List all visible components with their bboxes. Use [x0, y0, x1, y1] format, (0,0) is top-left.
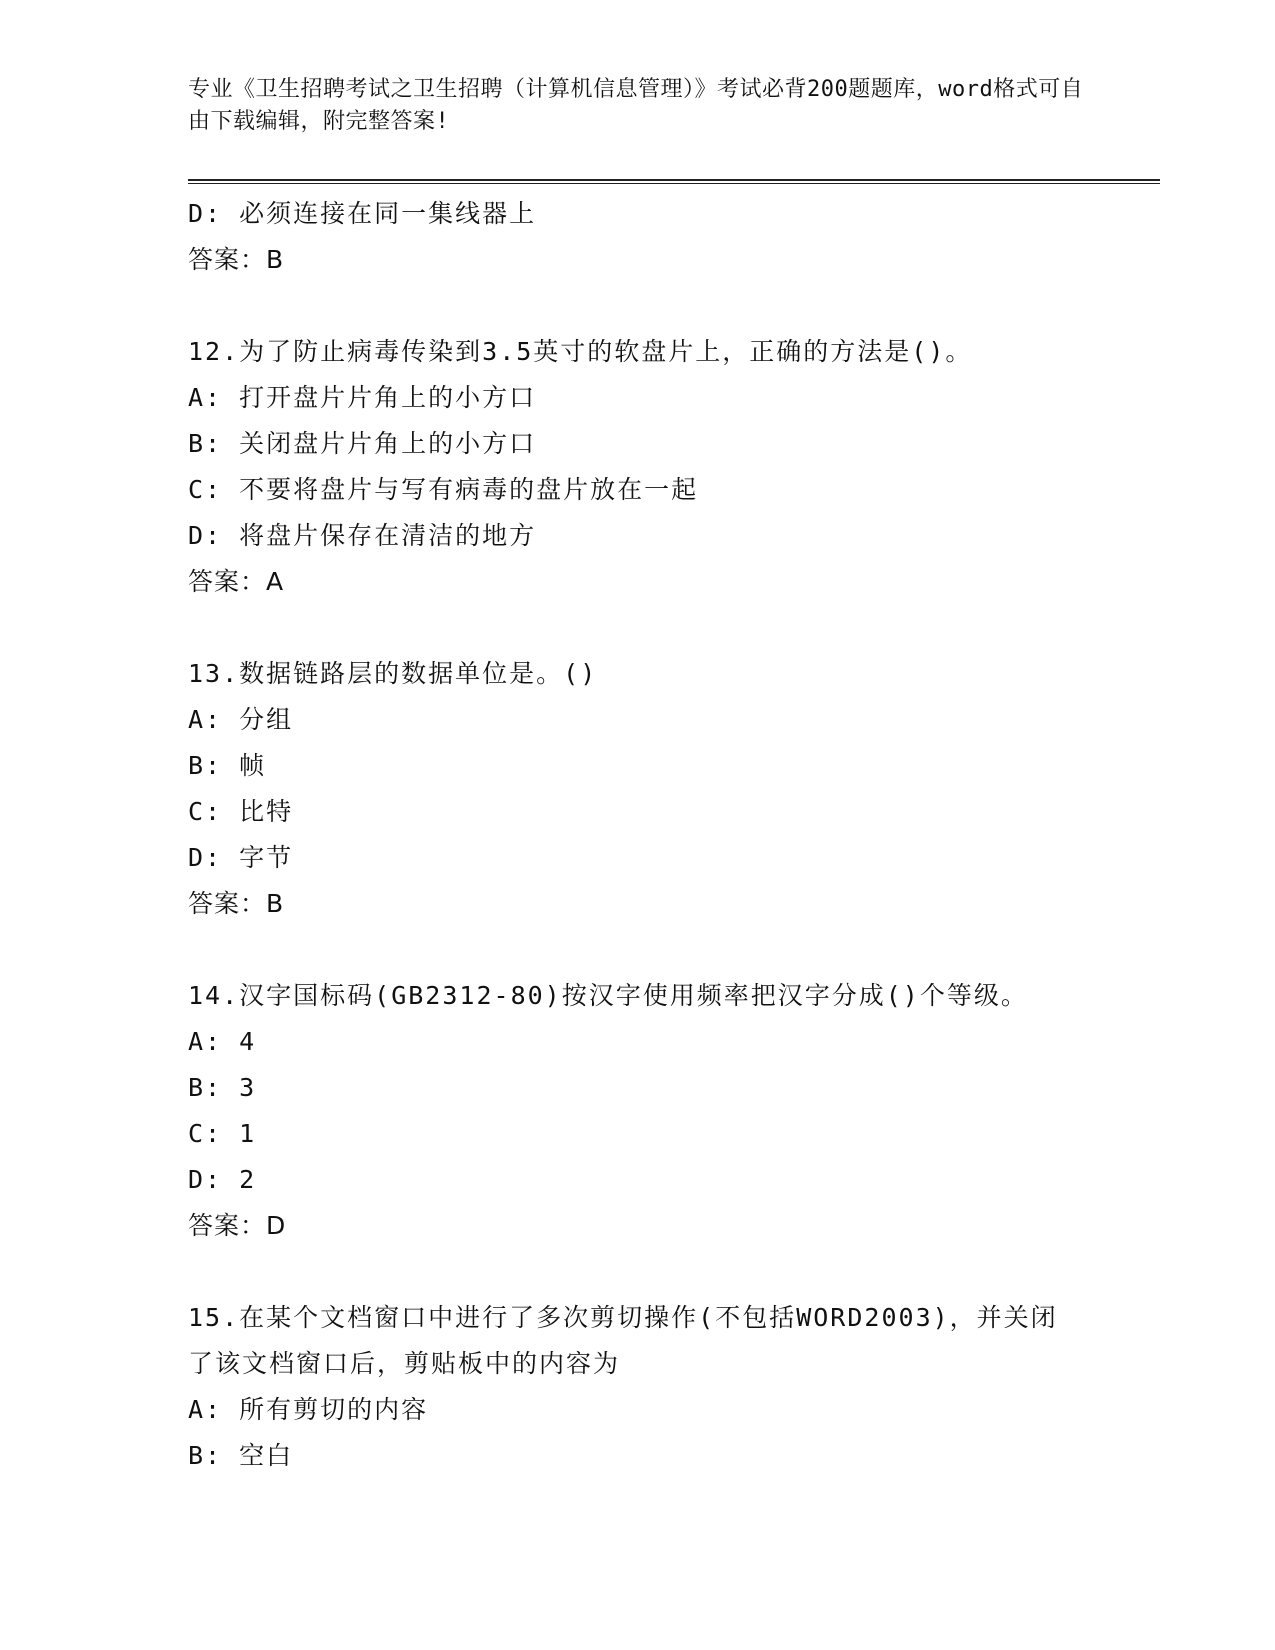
answer-line: 答案：B	[188, 245, 285, 274]
option-c: C: 比特	[188, 797, 294, 826]
option-a: A: 所有剪切的内容	[188, 1395, 429, 1424]
question-stem: 13.数据链路层的数据单位是。()	[188, 659, 598, 688]
option-d: D: 2	[188, 1165, 257, 1194]
option-d: D: 将盘片保存在清洁的地方	[188, 521, 537, 550]
document-header: 专业《卫生招聘考试之卫生招聘（计算机信息管理）》考试必背200题题库，word格式可自由下载编辑，附完整答案!	[188, 77, 1084, 134]
header-divider	[188, 179, 1160, 184]
spacer	[188, 1249, 1148, 1295]
question-stem: 12.为了防止病毒传染到3.5英寸的软盘片上，正确的方法是()。	[188, 337, 973, 366]
question-block	[188, 973, 1148, 1249]
option-d: D: 必须连接在同一集线器上	[188, 199, 537, 228]
option-b: B: 空白	[188, 1441, 294, 1470]
question-block	[188, 651, 1148, 927]
question-list	[188, 191, 1148, 1479]
spacer	[188, 605, 1148, 651]
question-stem: 15.在某个文档窗口中进行了多次剪切操作(不包括WORD2003)，并关闭了该文档窗口后，剪贴板中的内容为	[188, 1303, 1058, 1378]
question-block	[188, 329, 1148, 605]
spacer	[188, 283, 1148, 329]
option-b: B: 3	[188, 1073, 257, 1102]
option-a: A: 分组	[188, 705, 294, 734]
option-c: C: 1	[188, 1119, 257, 1148]
question-stem: 14.汉字国标码(GB2312-80)按汉字使用频率把汉字分成()个等级。	[188, 981, 1028, 1010]
option-b: B: 关闭盘片片角上的小方口	[188, 429, 537, 458]
answer-line: 答案：D	[188, 1211, 287, 1240]
option-b: B: 帧	[188, 751, 267, 780]
option-c: C: 不要将盘片与写有病毒的盘片放在一起	[188, 475, 699, 504]
option-d: D: 字节	[188, 843, 294, 872]
option-a: A: 打开盘片片角上的小方口	[188, 383, 537, 412]
answer-line: 答案：B	[188, 889, 285, 918]
answer-line: 答案：A	[188, 567, 285, 596]
option-a: A: 4	[188, 1027, 257, 1056]
question-block	[188, 1295, 1148, 1479]
spacer	[188, 927, 1148, 973]
